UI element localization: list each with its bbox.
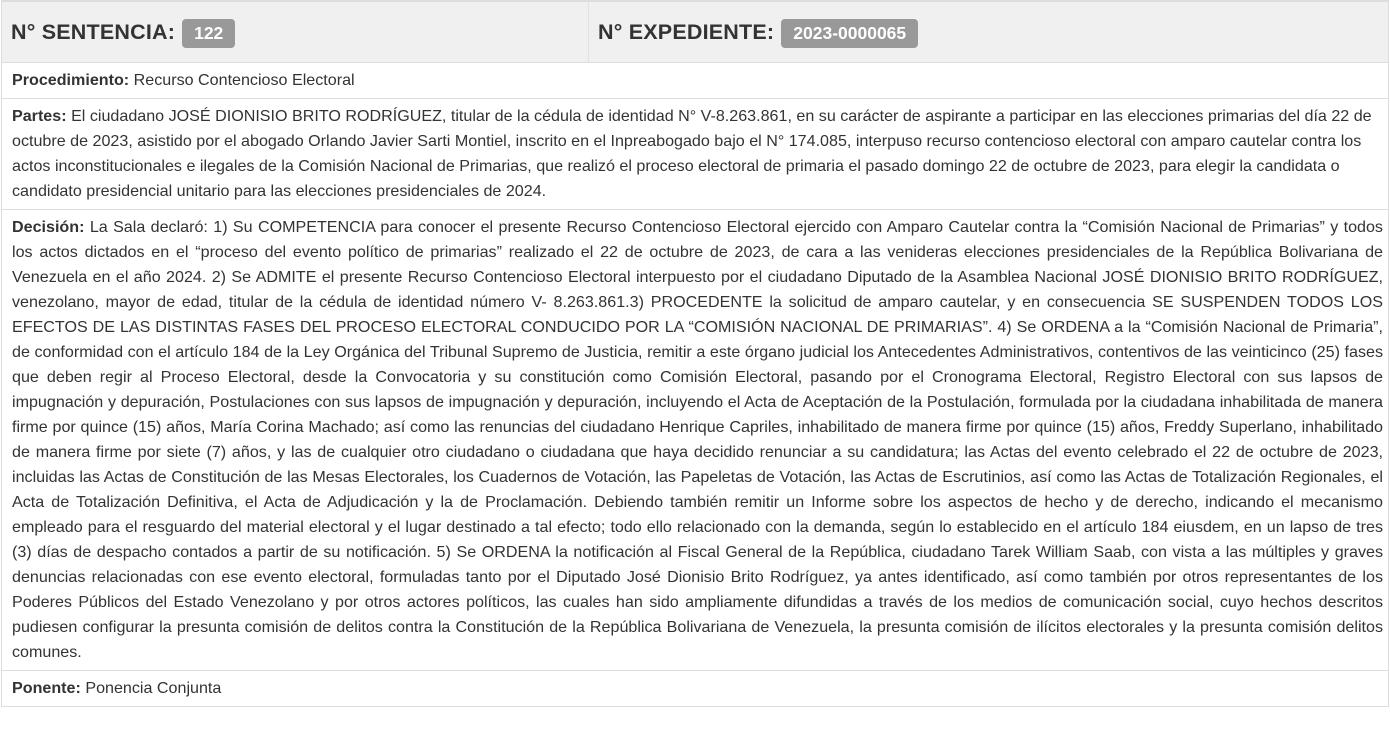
expediente-number-cell [589, 2, 1388, 62]
ponente-field [2, 671, 1388, 706]
ponente-value: Ponencia Conjunta [85, 679, 222, 697]
procedimiento-field [2, 63, 1388, 99]
ponente-label: Ponente: [12, 679, 81, 697]
sentencia-record [1, 0, 1389, 707]
expediente-number-badge: 2023-0000065 [781, 19, 918, 48]
decision-field [2, 210, 1388, 671]
partes-field [2, 99, 1388, 210]
expediente-label: N° EXPEDIENTE: [598, 19, 775, 44]
decision-label: Decisión: [12, 218, 85, 236]
sentencia-label: N° SENTENCIA: [11, 19, 176, 44]
partes-value: El ciudadano JOSÉ DIONISIO BRITO RODRÍGUEZ, titular de la cédula de identidad N° V-8.263.861, en su carácter de aspirante a participar en las elecciones primarias del día 22 de octubre de 2023, asistido por el abogado Orlando Javier Sarti Montiel, inscrito en el Inpreabogado bajo el N° 174.085, interpuso recurso contencioso electoral con amparo cautelar contra los actos inconstitucionales e ilegales de la Comisión Nacional de Primarias, que realizó el proceso electoral de primaria el pasado domingo 22 de octubre de 2023, para elegir la candidata o candidato presidencial unitario para las elecciones presidenciales de 2024. [12, 107, 1372, 200]
procedimiento-label: Procedimiento: [12, 71, 130, 89]
procedimiento-value: Recurso Contencioso Electoral [133, 71, 355, 89]
partes-label: Partes: [12, 107, 67, 125]
sentencia-number-cell [2, 2, 589, 62]
record-header [2, 2, 1388, 63]
sentencia-number-badge: 122 [182, 19, 235, 48]
decision-value: La Sala declaró: 1) Su COMPETENCIA para conocer el presente Recurso Contencioso Electoral ejercido con Amparo Cautelar contra la “Comisión Nacional de Primarias” y todos los actos dictados en el “proceso del evento político de primarias” realizado el 22 de octubre de 2023, de cara a las venideras elecciones presidenciales de la República Bolivariana de Venezuela en el año 2024. 2) Se ADMITE el presente Recurso Contencioso Electoral interpuesto por el ciudadano Diputado de la Asamblea Nacional JOSÉ DIONISIO BRITO RODRÍGUEZ, venezolano, mayor de edad, titular de la cédula de identidad número V- 8.263.861.3) PROCEDENTE la solicitud de amparo cautelar, y en consecuencia SE SUSPENDEN TODOS LOS EFECTOS DE LAS DISTINTAS FASES DEL PROCESO ELECTORAL CONDUCIDO POR LA “COMISIÓN NACIONAL DE PRIMARIAS”. 4) Se ORDENA a la “Comisión Nacional de Primaria”, de conformidad con el artículo 184 de la Ley Orgánica del Tribunal Supremo de Justicia, remitir a este órgano judicial los Antecedentes Administrativos, contentivos de las veinticinco (25) fases que deben regir al Proceso Electoral, desde la Convocatoria y su constitución como Comisión Electoral, pasando por el Cronograma Electoral, Registro Electoral con sus lapsos de impugnación y depuración, Postulaciones con sus lapsos de impugnación y depuración, incluyendo el Acta de Aceptación de la Postulación, formulada por la ciudadana inhabilitada de manera firme por quince (15) años, María Corina Machado; así como las renuncias del ciudadano Henrique Capriles, inhabilitado de manera firme por quince (15) años, Freddy Superlano, inhabilitado de manera firme por siete (7) años, y las de cualquier otro ciudadano o ciudadana que haya decidido renunciar a su candidatura; las Actas del evento celebrado el 22 de octubre de 2023, incluidas las Actas de Constitución de las Mesas Electorales, los Cuadernos de Votación, las Papeletas de Votación, las Actas de Escrutinios, así como las Actas de Totalización Regionales, el Acta de Totalización Definitiva, el Acta de Adjudicación y la de Proclamación. Debiendo también remitir un Informe sobre los aspectos de hecho y de derecho, indicando el mecanismo empleado para el resguardo del material electoral y el lugar destinado a tal efecto; todo ello relacionado con la demanda, según lo establecido en el artículo 184 eiusdem, en un lapso de tres (3) días de despacho contados a partir de su notificación. 5) Se ORDENA la notificación al Fiscal General de la República, ciudadano Tarek William Saab, con vista a las múltiples y graves denuncias relacionadas con ese evento electoral, formuladas tanto por el Diputado José Dionisio Brito Rodríguez, ya antes identificado, así como también por otros representantes de los Poderes Públicos del Estado Venezolano y por otros actores políticos, las cuales han sido ampliamente difundidas a través de los medios de comunicación social, cuyo hechos descritos pudiesen configurar la presunta comisión de delitos contra la Constitución de la República Bolivariana de Venezuela, la presunta comisión de ilícitos electorales y la presunta comisión delitos comunes. [12, 218, 1383, 661]
